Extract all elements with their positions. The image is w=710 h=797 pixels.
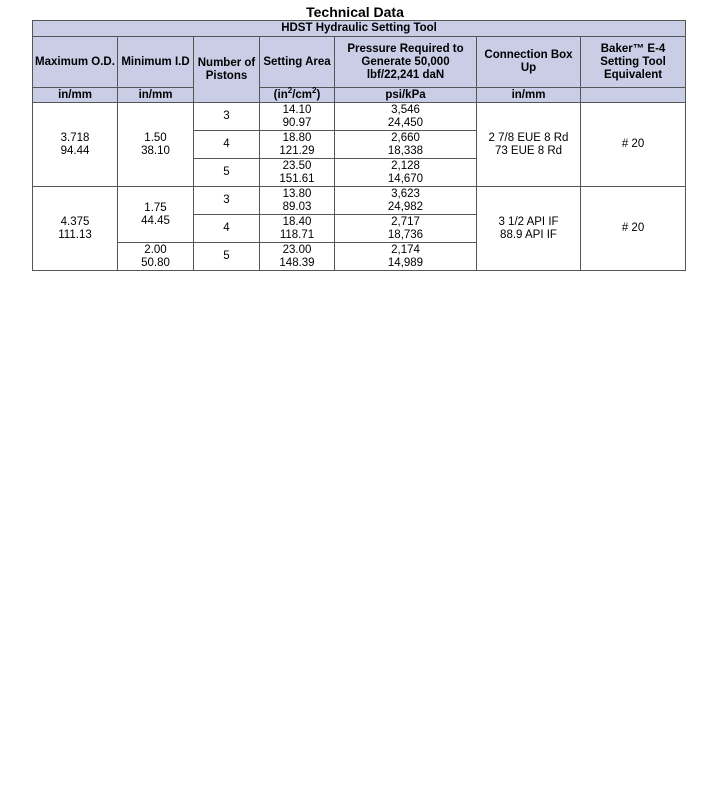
pressure-cell: 3,546 24,450: [335, 103, 477, 131]
unit-baker-equivalent: [581, 88, 686, 103]
unit-pressure: psi/kPa: [335, 88, 477, 103]
baker-equivalent-cell: # 20: [581, 187, 686, 271]
connection-cell: 2 7/8 EUE 8 Rd 73 EUE 8 Rd: [477, 103, 581, 187]
pressure-cell: 3,623 24,982: [335, 187, 477, 215]
pistons-cell: 5: [194, 159, 260, 187]
pistons-cell: 5: [194, 243, 260, 271]
baker-equivalent-cell: # 20: [581, 103, 686, 187]
min-id-cell: 1.75 44.45: [118, 187, 194, 243]
column-header-pressure: Pressure Required to Generate 50,000 lbf/22,241 daN: [335, 37, 477, 88]
page-title: Technical Data: [306, 4, 404, 20]
max-od-cell: 3.718 94.44: [33, 103, 118, 187]
column-header-min-id: Minimum I.D: [118, 37, 194, 88]
pistons-cell: 4: [194, 131, 260, 159]
technical-data-table: [32, 20, 686, 271]
max-od-cell: 4.375 111.13: [33, 187, 118, 271]
min-id-cell: 2.00 50.80: [118, 243, 194, 271]
setting-area-cell: 23.50 151.61: [260, 159, 335, 187]
tool-name-header: HDST Hydraulic Setting Tool: [33, 21, 686, 37]
pressure-cell: 2,128 14,670: [335, 159, 477, 187]
unit-min-id: in/mm: [118, 88, 194, 103]
setting-area-cell: 18.80 121.29: [260, 131, 335, 159]
setting-area-cell: 23.00 148.39: [260, 243, 335, 271]
unit-connection: in/mm: [477, 88, 581, 103]
pistons-cell: 3: [194, 103, 260, 131]
column-header-max-od: Maximum O.D.: [33, 37, 118, 88]
setting-area-cell: 14.10 90.97: [260, 103, 335, 131]
table-row: [33, 103, 686, 131]
setting-area-cell: 18.40 118.71: [260, 215, 335, 243]
table-row: [33, 187, 686, 215]
column-header-setting-area: Setting Area: [260, 37, 335, 88]
pressure-cell: 2,660 18,338: [335, 131, 477, 159]
unit-max-od: in/mm: [33, 88, 118, 103]
column-header-baker-equivalent: Baker™ E-4 Setting Tool Equivalent: [581, 37, 686, 88]
min-id-cell: 1.50 38.10: [118, 103, 194, 187]
pressure-cell: 2,717 18,736: [335, 215, 477, 243]
unit-setting-area: $(in^2/cm^2)$: [260, 88, 335, 103]
pressure-cell: 2,174 14,989: [335, 243, 477, 271]
pistons-cell: 4: [194, 215, 260, 243]
connection-cell: 3 1/2 API IF 88.9 API IF: [477, 187, 581, 271]
setting-area-cell: 13.80 89.03: [260, 187, 335, 215]
column-header-connection: Connection Box Up: [477, 37, 581, 88]
column-header-pistons: Number of Pistons: [194, 37, 260, 103]
pistons-cell: 3: [194, 187, 260, 215]
